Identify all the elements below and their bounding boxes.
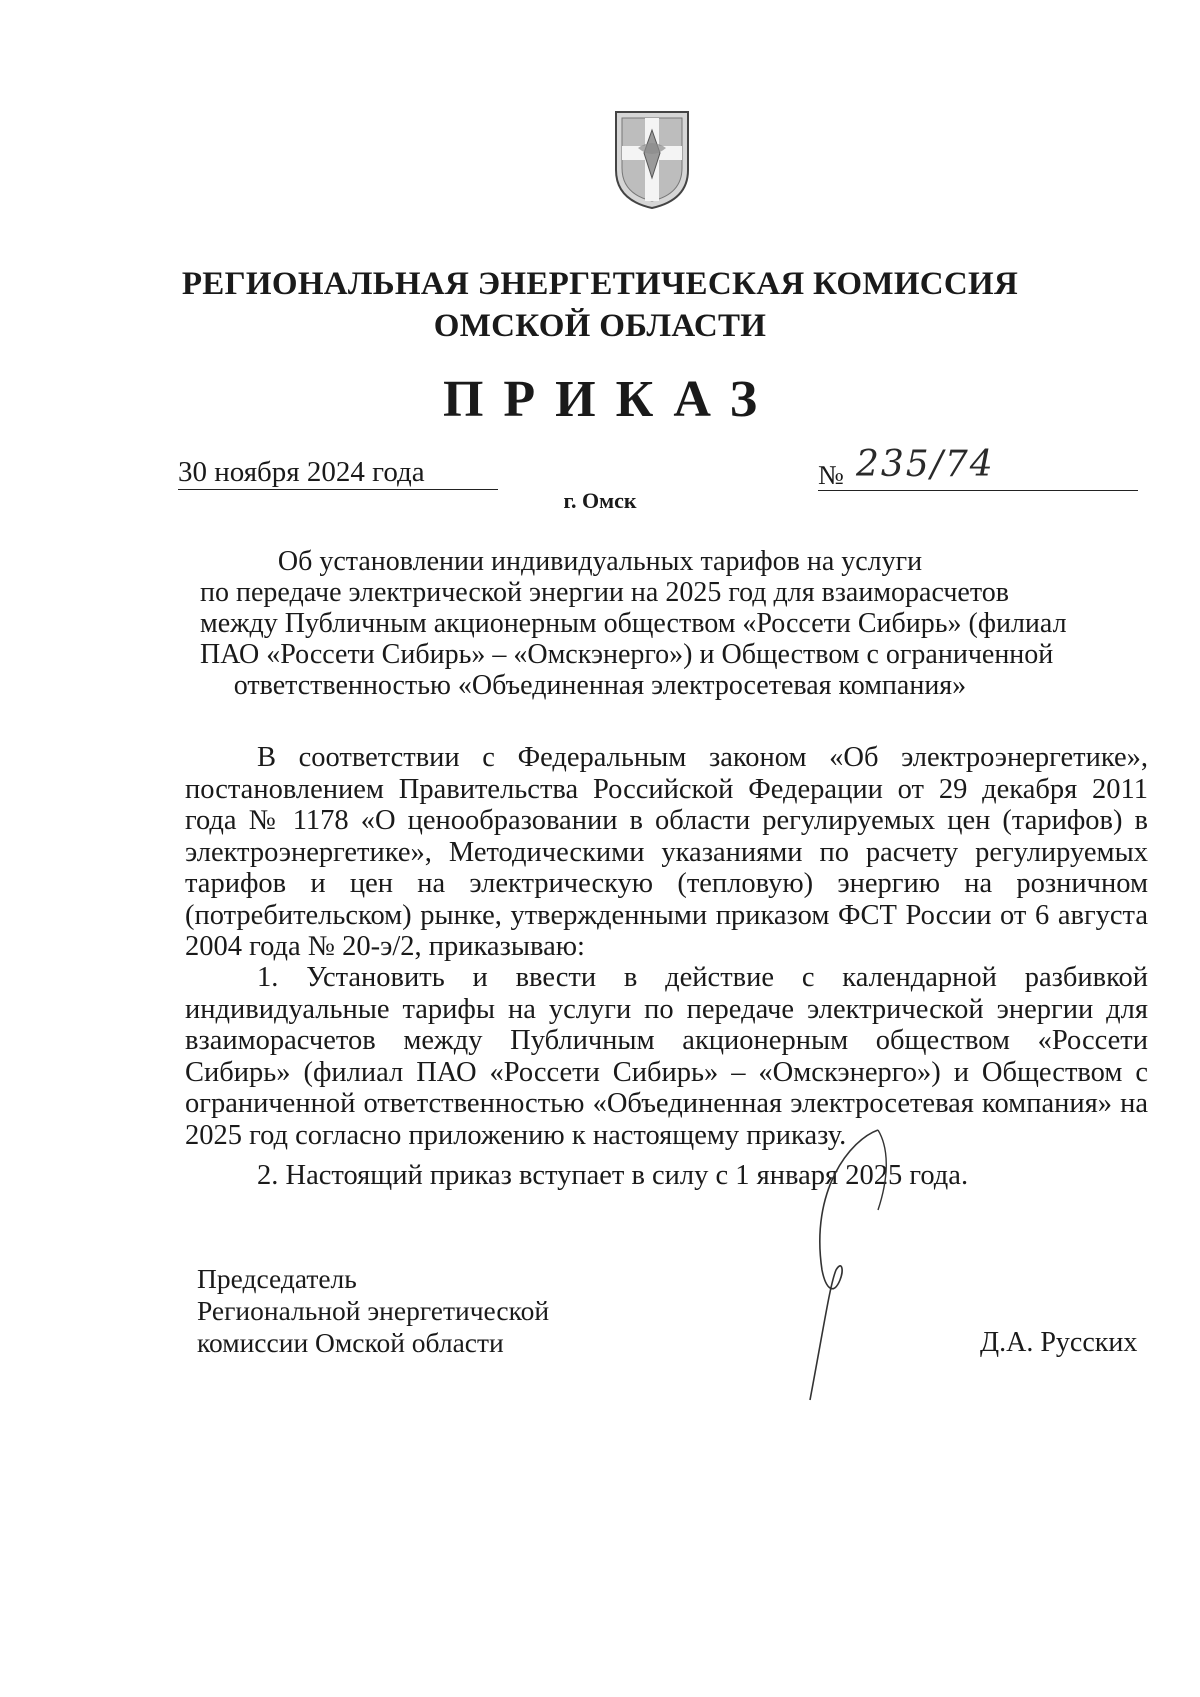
signatory-position xyxy=(197,1263,549,1359)
order-item-1: 1. Установить и ввести в действие с календарной разбивкой индивидуальные тарифы на услуги по передаче электрической энергии для взаиморасчетов между Публичным акционерным обществом «Россети Сибирь» (филиал ПАО «Россети Сибирь» – «Омскэнерго») и Обществом с ограниченной ответственностью «Объединенная электросетевая компания» на 2025 год согласно приложению к настоящему приказу. xyxy=(185,962,1148,1151)
signatory-name: Д.А. Русских xyxy=(980,1327,1138,1358)
subject-line: по передаче электрической энергии на 2025 год для взаиморасчетов xyxy=(200,577,1009,608)
order-subject xyxy=(200,546,1067,701)
number-sign: № xyxy=(818,460,844,490)
preamble-paragraph: В соответствии с Федеральным законом «Об электроэнергетике», постановлением Правительства Российской Федерации от 29 декабря 2011 года № 1178 «О ценообразовании в области регулируемых цен (тарифов) в электроэнергетике», Методическими указаниями по расчету регулируемых тарифов и цен на электрическую (тепловую) энергию на розничном (потребительском) рынке, утвержденными приказом ФСТ России от 6 августа 2004 года № 20-э/2, приказываю: xyxy=(185,742,1148,962)
handwritten-signature xyxy=(770,1120,920,1410)
organization-name-line2: ОМСКОЙ ОБЛАСТИ xyxy=(433,308,767,344)
subject-line: между Публичным акционерным обществом «Россети Сибирь» (филиал xyxy=(200,608,1067,639)
document-type-title: ПРИКАЗ xyxy=(442,371,778,428)
position-line: Председатель xyxy=(197,1263,357,1294)
omsk-coat-of-arms-icon xyxy=(612,108,692,212)
order-number-handwritten: 235/74 xyxy=(856,444,995,485)
subject-line: Об установлении индивидуальных тарифов на услуги xyxy=(277,546,923,577)
organization-name-line1: РЕГИОНАЛЬНАЯ ЭНЕРГЕТИЧЕСКАЯ КОМИССИЯ xyxy=(181,266,1019,302)
order-item-2: 2. Настоящий приказ вступает в силу с 1 января 2025 года. xyxy=(257,1160,969,1191)
subject-line: ответственностью «Объединенная электросетевая компания» xyxy=(233,670,967,701)
subject-line: ПАО «Россети Сибирь» – «Омскэнерго») и Обществом с ограниченной xyxy=(200,639,1054,670)
position-line: Региональной энергетической xyxy=(197,1295,550,1326)
city: г. Омск xyxy=(563,488,637,513)
order-number xyxy=(818,444,1138,491)
position-line: комиссии Омской области xyxy=(197,1327,504,1358)
order-date: 30 ноября 2024 года xyxy=(178,455,498,490)
